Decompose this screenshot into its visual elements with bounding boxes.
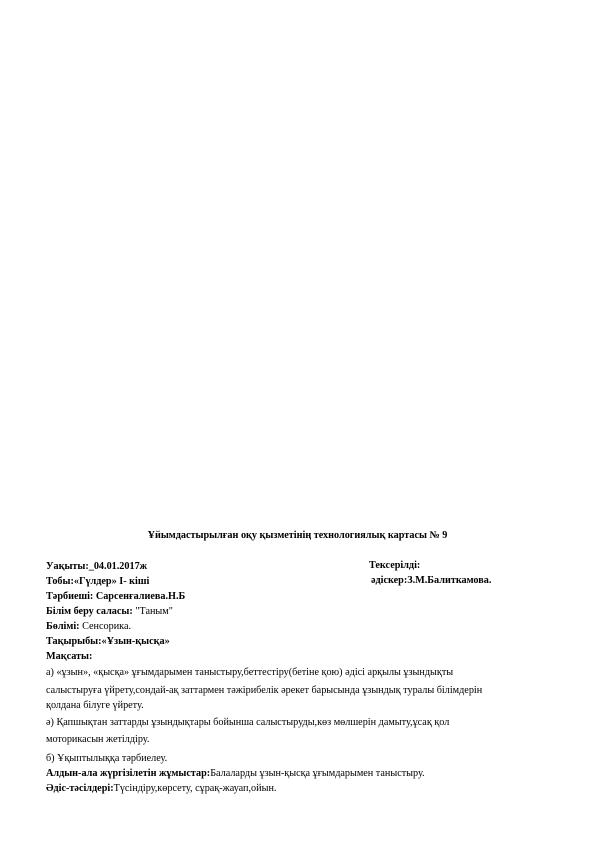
methods-line [46, 782, 276, 795]
teacher-name: Сарсенғалиева.Н.Б [95, 591, 186, 602]
goal-a-line-2: салыстыруға үйрету,сондай-ақ заттармен тәжірибелік әрекет барысында ұзындық туралы білімдерін [46, 685, 483, 696]
preliminary-value: Балаларды ұзын-қысқа ұғымдарымен таныстыру. [210, 768, 425, 779]
area-value: "Таным" [135, 606, 173, 617]
area-label: Білім беру саласы: [46, 606, 133, 617]
goal-b-line-1: ә) Қапшықтан заттарды ұзындықтары бойынша салыстыруды,көз мөлшерін дамыту,ұсақ қол [46, 717, 450, 728]
area-line [46, 605, 173, 618]
methods-value: Түсіндіру,көрсету, сұрақ-жауап,ойын. [113, 783, 277, 794]
preliminary-line [46, 767, 425, 780]
group-label: Тобы:«Гүлдер» І- кіші [46, 576, 150, 587]
goal-b-line-2: моторикасын жетілдіру. [46, 734, 150, 745]
goals-label: Мақсаты: [46, 651, 93, 662]
teacher-line [46, 590, 185, 603]
checked-label: Тексерілді: [369, 560, 421, 571]
preliminary-label: Алдын-ала жүргізілетін жұмыстар: [46, 768, 211, 779]
date-line: Уақыты:_04.01.2017ж [46, 561, 148, 572]
document-title: Ұйымдастырылған оқу қызметінің технологиялық картасы № 9 [147, 530, 448, 541]
topic-line: Тақырыбы:«Ұзын-қысқа» [46, 636, 170, 647]
section-line [46, 620, 131, 633]
goal-c-line: б) Ұқыптылыққа тәрбиелеу. [46, 753, 168, 764]
section-value: Сенсорика. [82, 621, 132, 632]
goal-a-line-3: қолдана білуге үйрету. [46, 700, 144, 711]
group-line [46, 575, 149, 588]
teacher-label: Тәрбиеші: [46, 591, 94, 602]
methods-label: Әдіс-тәсілдері: [46, 783, 114, 794]
section-label: Бөлімі: [46, 621, 80, 632]
methodist-label: әдіскер:З.М.Балиткамова. [371, 575, 492, 586]
goal-a-line-1: а) «ұзын», «қысқа» ұғымдарымен таныстыру,беттестіру(бетіне қою) әдісі арқылы ұзындықты [46, 667, 454, 678]
